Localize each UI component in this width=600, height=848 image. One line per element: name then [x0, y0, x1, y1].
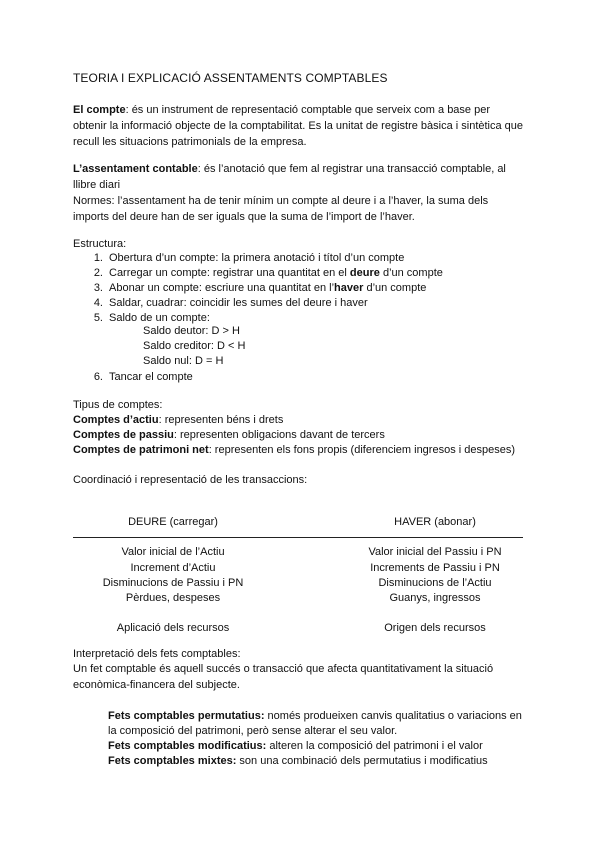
fets-modificatius: Fets comptables modificatius: alteren la composició del patrimoni i el valor: [108, 740, 483, 752]
haver-item: Valor inicial del Passiu i PN: [368, 546, 502, 558]
saldo-deutor: Saldo deutor: D > H: [143, 325, 240, 337]
fets-permutatius: Fets comptables permutatius: només produeixen canvis qualitatius o variacions en: [108, 710, 522, 722]
saldo-nul: Saldo nul: D = H: [143, 355, 224, 367]
comptes-actiu: Comptes d’actiu: representen béns i drets: [73, 414, 284, 426]
deure-item: Increment d’Actiu: [130, 562, 216, 574]
fets-mixtes: Fets comptables mixtes: son una combinació dels permutatius i modificatius: [108, 755, 488, 767]
page-title: TEORIA I EXPLICACIÓ ASSENTAMENTS COMPTABLES: [73, 71, 388, 85]
coordinacio-heading: Coordinació i representació de les transaccions:: [73, 474, 308, 486]
tipus-heading: Tipus de comptes:: [73, 399, 163, 411]
saldo-creditor: Saldo creditor: D < H: [143, 340, 246, 352]
compte-term: El compte: [73, 104, 126, 116]
deure-header: DEURE (carregar): [128, 516, 218, 528]
assentament-term: L’assentament contable: [73, 163, 198, 175]
compte-definition: El compte: és un instrument de representació comptable que serveix com a base per obtenir la informació objecte de la comptabilitat. Es la unitat de registre bàsica i sintètica que recull les situacions patrimonials de la empresa.: [73, 104, 524, 148]
document-page: TEORIA I EXPLICACIÓ ASSENTAMENTS COMPTABLES El compte: és un instrument de representació comptable que serveix com a base per obtenir la informació objecte de la comptabilitat. Es la unitat de registre bàsica i sintètica que recull les situacions patrimonials de la empresa. L’assentament contable: és l’anotació que fem al registrar una transacció comptable, al llibre diari Normes: l’assentament ha de tenir mínim un compte al deure i a l’haver, la suma dels imports del deure han de ser iguals que la suma de l’import de l’haver. Estructura: 1. Obertura d’un compte: la primera anotació i títol d’un compte 2. Carregar un compte: registrar una quantitat en el deure d’un compte 3. Abonar un compte: escriure una quantitat en l’haver d’un compte 4. Saldar, cuadrar: coincidir les sumes del deure i haver 5. Saldo de un compte: 6. Tancar el compte Saldo deutor: D > H Saldo creditor: D < H Saldo nul: D = H Tipus de comptes: Comptes d’actiu: representen béns i drets Comptes de passiu: representen obligacions davant de tercers Comptes de patrimoni net: representen els fons propis (diferenciem ingresos i despeses) Coordinació i representació de les transaccions: DEURE (carregar) HAVER (abonar) Valor inicial de l’Actiu Increment d’Actiu Disminucions de Passiu i PN Pèrdues, despeses Valor inicial del Passiu i PN Increments de Passiu i PN Disminucions de l’Actiu Guanys, ingressos Aplicació dels recursos Origen dels recursos Interpretació dels fets comptables: Un fet comptable és aquell succés o transacció que afecta quantitativament la situació econòmica-financera del subjecte. Fets comptables permutatius: només produeixen canvis qualitatius o variacions en la composició del patrimoni, però sense alterar el seu valor. Fets comptables modificatius: alteren la composició del patrimoni i el valor Fets comptables mixtes: son una combinació dels permutatius i modificatius: [0, 0, 600, 848]
comptes-patrimoni-net: Comptes de patrimoni net: representen els fons propis (diferenciem ingresos i despeses): [73, 444, 516, 456]
haver-item: Guanys, ingressos: [389, 592, 481, 604]
interpretacio-heading: Interpretació dels fets comptables:: [73, 648, 241, 660]
deure-item: Valor inicial de l’Actiu: [121, 546, 225, 558]
haver-item: Disminucions de l’Actiu: [378, 577, 492, 589]
deure-item: Disminucions de Passiu i PN: [102, 577, 244, 589]
comptes-passiu: Comptes de passiu: representen obligacions davant de tercers: [73, 429, 385, 441]
deure-footer: Aplicació dels recursos: [116, 622, 230, 634]
estructura-list: 1. Obertura d’un compte: la primera anotació i títol d’un compte 2. Carregar un compte: registrar una quantitat en el deure d’un compte 3. Abonar un compte: escriure una quantitat en l’haver d’un compte 4. Saldar, cuadrar: coincidir les sumes del deure i haver 5. Saldo de un compte: 6. Tancar el compte: [93, 252, 443, 383]
normes-text: Normes: l’assentament ha de tenir mínim un compte al deure i a l’haver, la suma dels: [73, 195, 489, 207]
haver-header: HAVER (abonar): [394, 516, 476, 528]
interpretacio-text: Un fet comptable és aquell succés o transacció que afecta quantitativament la situació: [73, 663, 494, 675]
haver-item: Increments de Passiu i PN: [370, 562, 500, 574]
deure-item: Pèrdues, despeses: [125, 592, 221, 604]
estructura-heading: Estructura:: [73, 238, 127, 250]
t-account-rule: [73, 537, 523, 538]
assentament-definition: L’assentament contable: és l’anotació que fem al registrar una transacció comptable, al llibre diari Normes: l’assentament ha de tenir mínim un compte al deure i a l’haver, la suma dels imports del deure han de ser iguals que la suma de l’import de l’haver.: [73, 161, 533, 225]
haver-footer: Origen dels recursos: [384, 622, 486, 634]
